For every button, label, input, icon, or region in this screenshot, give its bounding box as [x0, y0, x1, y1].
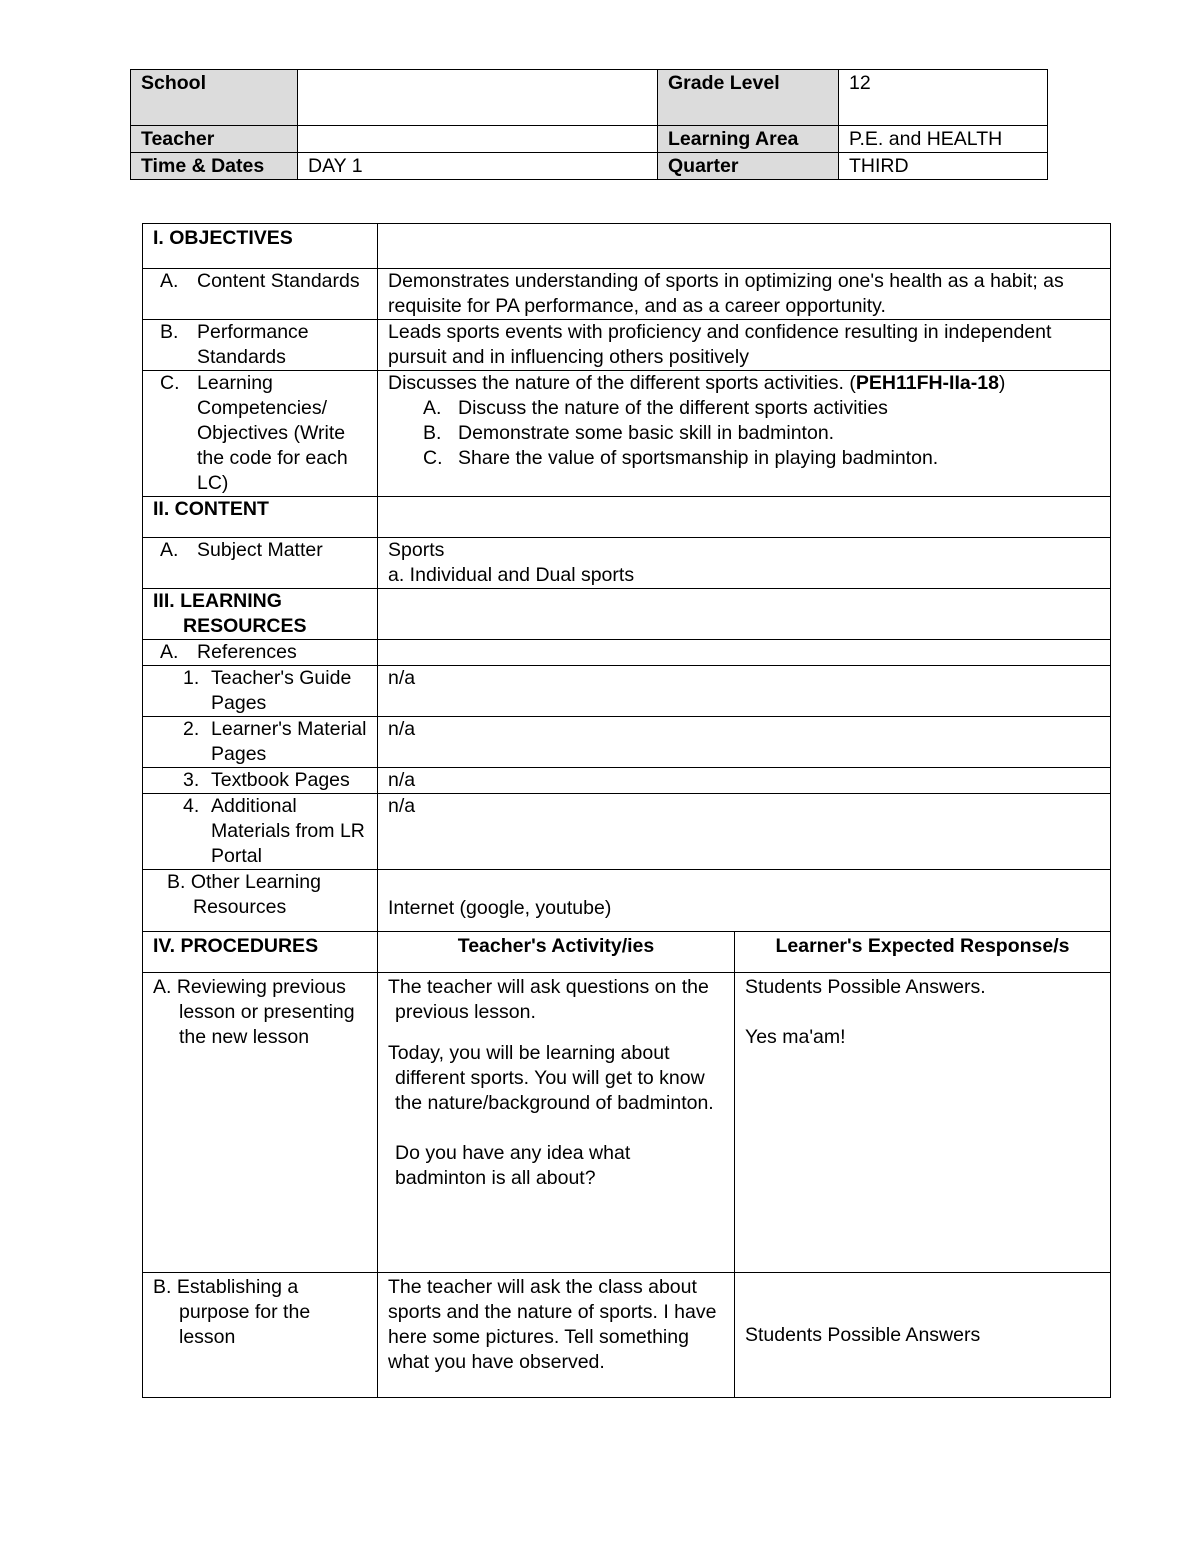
lc-item: A. Discuss the nature of the different sports activities: [423, 397, 888, 419]
lc-item: B. Demonstrate some basic skill in badminton.: [423, 422, 835, 444]
quarter-value[interactable]: THIRD: [839, 153, 1048, 180]
time-dates-value[interactable]: DAY 1: [298, 153, 658, 180]
content-heading: II. CONTENT: [143, 497, 378, 538]
lc-item: C. Share the value of sportsmanship in playing badminton.: [423, 447, 939, 469]
reviewing-lesson-learner: Students Possible Answers. Yes ma'am!: [735, 973, 1111, 1273]
lc-intro: Discusses the nature of the different sports activities. (PEH11FH-IIa-18): [388, 372, 1006, 394]
teachers-guide-value: n/a: [378, 666, 1111, 717]
learners-material-label: 2. Learner's Material Pages: [143, 717, 378, 768]
teachers-guide-label: 1. Teacher's Guide Pages: [143, 666, 378, 717]
learner-response-header: Learner's Expected Response/s: [735, 932, 1111, 973]
content-standards-label: A. Content Standards: [143, 269, 378, 320]
teacher-activity-header: Teacher's Activity/ies: [378, 932, 735, 973]
content-heading-value: [378, 497, 1111, 538]
teacher-value[interactable]: [298, 126, 658, 153]
references-value: [378, 640, 1111, 666]
establishing-purpose-label: B. Establishing a purpose for the lesson: [143, 1273, 378, 1398]
learning-resources-value: [378, 589, 1111, 640]
content-standards-text: Demonstrates understanding of sports in optimizing one's health as a habit; as requisite for PA performance, and as a career opportunity.: [378, 269, 1111, 320]
additional-materials-label: 4. Additional Materials from LR Portal: [143, 794, 378, 870]
subject-matter-text: Sports a. Individual and Dual sports: [378, 538, 1111, 589]
other-resources-value: Internet (google, youtube): [378, 870, 1111, 932]
time-dates-label: Time & Dates: [131, 153, 298, 180]
other-resources-label: B. Other Learning Resources: [143, 870, 378, 932]
header-table: [130, 69, 1048, 180]
lc-code: PEH11FH-IIa-18: [855, 372, 999, 394]
establishing-purpose-teacher: The teacher will ask the class about sports and the nature of sports. I have here some pictures. Tell something what you have observed.: [378, 1273, 735, 1398]
grade-level-label: Grade Level: [658, 70, 839, 126]
lesson-plan-table: [142, 223, 1111, 1398]
grade-level-value[interactable]: 12: [839, 70, 1048, 126]
performance-standards-label: B. Performance Standards: [143, 320, 378, 371]
additional-materials-value: n/a: [378, 794, 1111, 870]
performance-standards-text: Leads sports events with proficiency and confidence resulting in independent pursuit and in influencing others positively: [378, 320, 1111, 371]
learning-competencies-text: [378, 371, 1111, 497]
school-value[interactable]: [298, 70, 658, 126]
school-label: School: [131, 70, 298, 126]
objectives-heading: I. OBJECTIVES: [143, 224, 378, 269]
quarter-label: Quarter: [658, 153, 839, 180]
learning-area-label: Learning Area: [658, 126, 839, 153]
textbook-pages-label: 3. Textbook Pages: [143, 768, 378, 794]
objectives-heading-value: [378, 224, 1111, 269]
reviewing-lesson-label: A. Reviewing previous lesson or presenting the new lesson: [143, 973, 378, 1273]
textbook-pages-value: n/a: [378, 768, 1111, 794]
learners-material-value: n/a: [378, 717, 1111, 768]
reviewing-lesson-teacher: The teacher will ask questions on the previous lesson. Today, you will be learning about different sports. You will get to know the nature/background of badminton. Do you have any idea what badminton is all about?: [378, 973, 735, 1273]
teacher-label: Teacher: [131, 126, 298, 153]
references-label: A. References: [143, 640, 378, 666]
learning-resources-heading: III. LEARNING RESOURCES: [143, 589, 378, 640]
procedures-heading: IV. PROCEDURES: [143, 932, 378, 973]
learning-area-value[interactable]: P.E. and HEALTH: [839, 126, 1048, 153]
learning-competencies-label: C. Learning Competencies/ Objectives (Write the code for each LC): [143, 371, 378, 497]
subject-matter-label: A. Subject Matter: [143, 538, 378, 589]
establishing-purpose-learner: Students Possible Answers: [735, 1273, 1111, 1398]
